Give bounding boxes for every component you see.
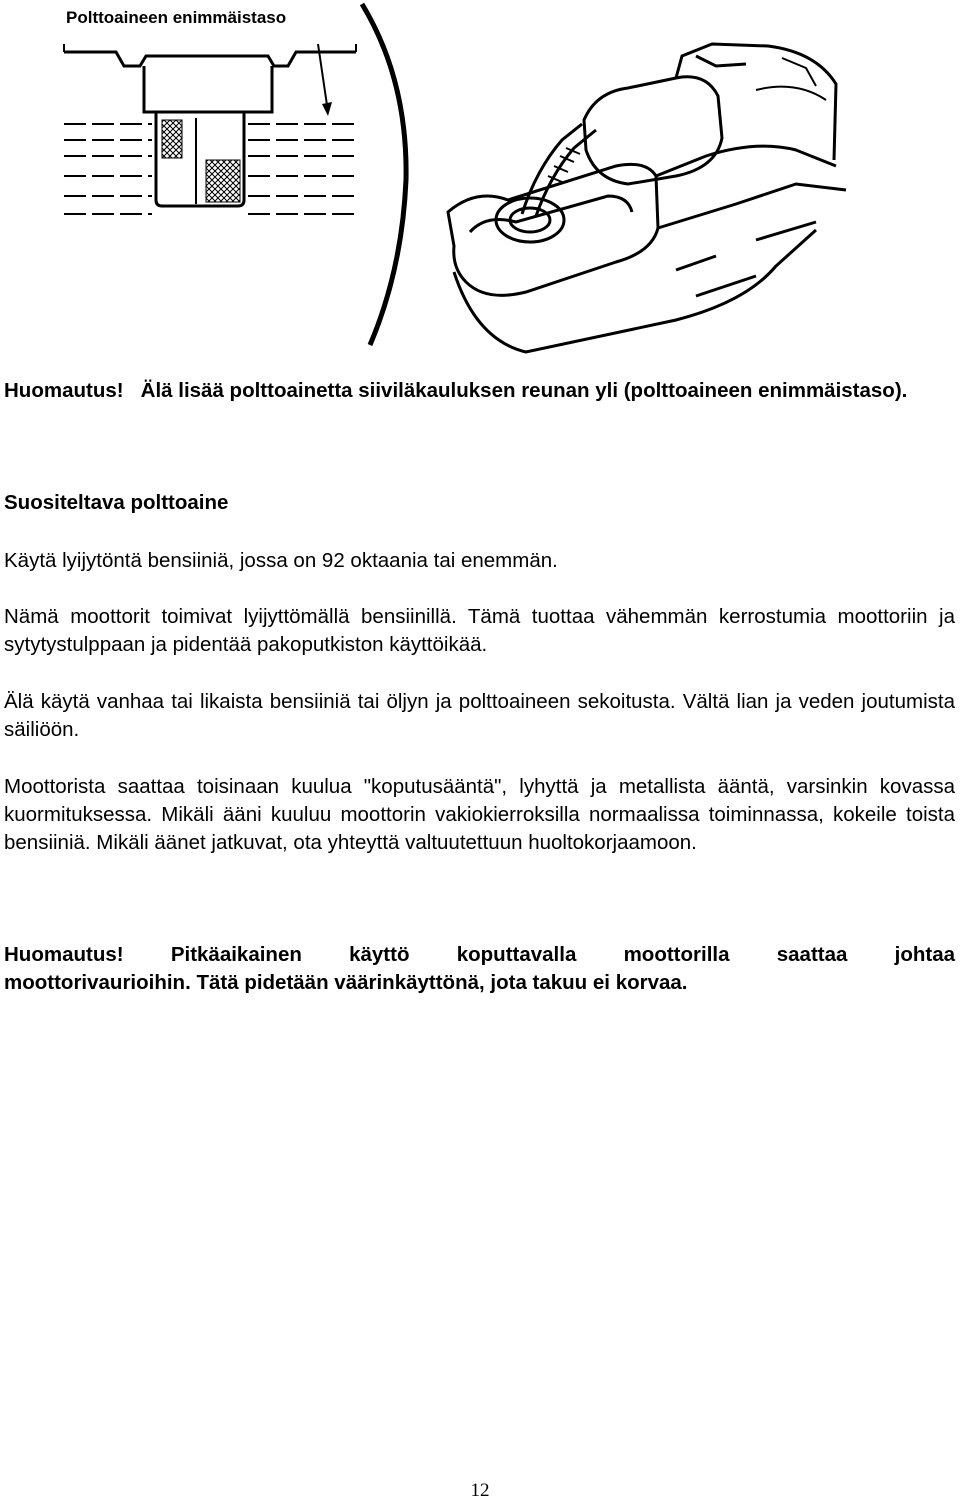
figure-caption: Polttoaineen enimmäistaso (66, 8, 287, 27)
panel-divider (362, 4, 406, 345)
fuel-level-illustration (56, 0, 906, 355)
paragraph-knocking: Moottorista saattaa toisinaan kuulua "koputusääntä", lyhyttä ja metallista ääntä, varsinkin kovassa kuormituksessa. Mikäli ääni kuuluu moottorin vakiokierroksilla normaalissa toiminnassa, kokeile toista bensiiniä. Mikäli äänet jatkuvat, ota yhteyttä valtuutettuun huoltokorjaamoon. (4, 775, 955, 854)
paragraph-old-fuel: Älä käytä vanhaa tai likaista bensiiniä tai öljyn ja polttoaineen sekoitusta. Vältä lian ja veden joutumista säiliöön. (4, 690, 955, 741)
notice-1-label: Huomautus! (4, 379, 124, 402)
paragraph-unleaded: Nämä moottorit toimivat lyijyttömällä bensiinillä. Tämä tuottaa vähemmän kerrostumia moottoriin ja sytytystulppaan ja pidentää pakoputkiston käyttöikää. (4, 605, 955, 656)
page-number: 12 (470, 1480, 490, 1501)
notice-1-text: Älä lisää polttoainetta siiviläkauluksen reunan yli (polttoaineen enimmäistaso). (140, 379, 908, 402)
fuel-filler-drawing (56, 0, 906, 355)
refueling-scene (448, 44, 846, 352)
notice-2-text-1: Pitkäaikainen käyttö koputtavalla moottorilla saattaa johtaa (170, 943, 956, 966)
notice-2-line-1 (4, 941, 955, 969)
tank-cross-section (64, 44, 356, 214)
section-heading: Suositeltava polttoaine (4, 491, 229, 514)
notice-2-line-2: moottorivaurioihin. Tätä pidetään väärinkäyttönä, jota takuu ei korvaa. (4, 971, 688, 994)
notice-2-label: Huomautus! (4, 943, 124, 966)
notice-1 (4, 377, 955, 405)
section-lead: Käytä lyijytöntä bensiiniä, jossa on 92 oktaania tai enemmän. (4, 549, 558, 572)
